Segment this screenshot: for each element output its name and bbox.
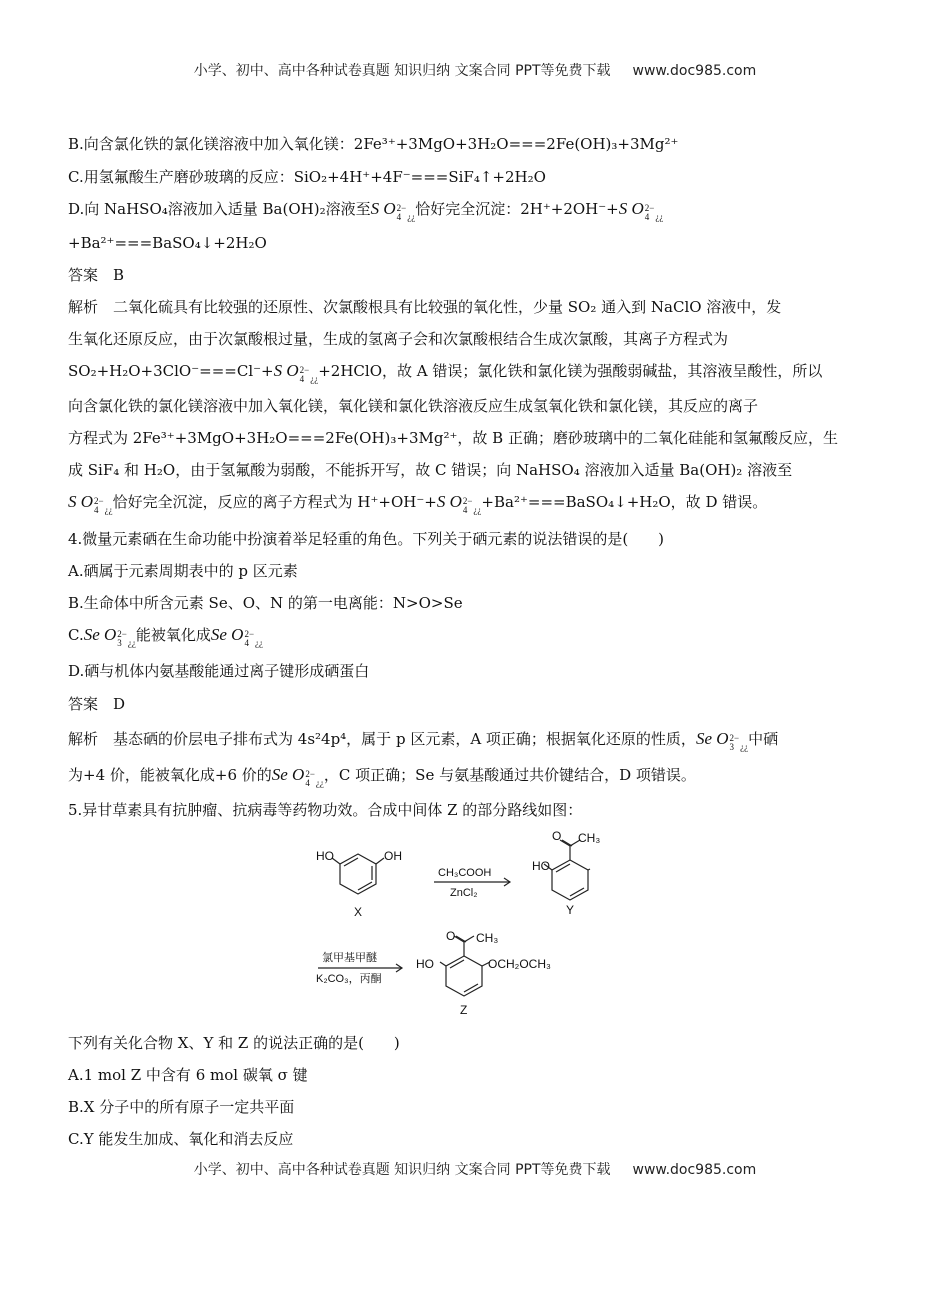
z-o: O: [446, 929, 456, 943]
y-ch3: CH₃: [578, 831, 601, 845]
x-ho: HO: [316, 849, 334, 863]
y-ho: HO: [532, 859, 550, 873]
q3-explanation-line: 向含氯化铁的氯化镁溶液中加入氧化镁，氧化镁和氯化铁溶液反应生成氢氧化铁和氯化镁，其反应的离子: [68, 397, 759, 415]
y-label: Y: [566, 903, 575, 917]
q5-question: 下列有关化合物 X、Y 和 Z 的说法正确的是( ): [68, 1034, 400, 1052]
selenate-ion: Se O 2− 4 ¿¿: [271, 765, 324, 788]
q3-explanation-line: 解析 二氧化硫具有比较强的还原性、次氯酸根具有比较强的氧化性，少量 SO₂ 通入到 NaClO 溶液中，发: [68, 298, 782, 316]
sulfate-ion: S O 2− 4 ¿¿: [68, 492, 113, 515]
q3-option-d-cont: +Ba²⁺===BaSO₄↓+2H₂O: [68, 234, 267, 252]
sulfate-ion: S O 2− 4 ¿¿: [436, 492, 482, 515]
z-och2och3: OCH₂OCH₃: [488, 957, 551, 971]
selenate-ion: Se O 2− 4 ¿¿: [210, 625, 264, 648]
reagent2-bottom: K₂CO₃，丙酮: [316, 973, 382, 985]
q4-option-a: A.硒属于元素周期表中的 p 区元素: [68, 562, 298, 580]
q4-answer: 答案 D: [68, 695, 126, 713]
z-ho: HO: [416, 957, 434, 971]
header-url[interactable]: www.doc985.com: [632, 63, 757, 79]
reagent1-top: CH₃COOH: [438, 867, 492, 879]
compound-z-ring: [446, 956, 482, 996]
footer-text: 小学、初中、高中各种试卷真题 知识归纳 文案合同 PPT等免费下载: [193, 1162, 611, 1178]
q4-explanation-line: 解析 基态硒的价层电子排布式为 4s²4p⁴，属于 p 区元素，A 项正确；根据氧化还原的性质，Se O 2− 3 ¿¿中硒: [68, 729, 779, 752]
q3-explanation-line: S O 2− 4 ¿¿恰好完全沉淀，反应的离子方程式为 H⁺+OH⁻+S O 2− 4 ¿¿+Ba²⁺===BaSO₄↓+H₂O，故 D 错误。: [68, 492, 768, 515]
q5-stem: 5.异甘草素具有抗肿瘤、抗病毒等药物功效。合成中间体 Z 的部分路线如图：: [68, 801, 583, 819]
q4-option-d: D.硒与机体内氨基酸能通过离子键形成硒蛋白: [68, 662, 370, 680]
q3-explanation-line: 生氧化还原反应，由于次氯酸根过量，生成的氢离子会和次氯酸根结合生成次氯酸，其离子方程式为: [68, 330, 729, 348]
q3-option-c: C.用氢氟酸生产磨砂玻璃的反应：SiO₂+4H⁺+4F⁻===SiF₄↑+2H₂O: [68, 168, 546, 186]
y-o: O: [552, 829, 562, 843]
q4-explanation-line: 为+4 价，能被氧化成+6 价的Se O 2− 4 ¿¿，C 项正确；Se 与氨基酸通过共价键结合，D 项错误。: [68, 765, 696, 788]
sulfate-ion: S O 2− 4 ¿¿: [273, 361, 319, 384]
z-ch3: CH₃: [476, 931, 499, 945]
q5-option-c: C.Y 能发生加成、氧化和消去反应: [68, 1130, 294, 1148]
sulfate-ion: S O 2− 4 ¿¿: [618, 199, 664, 222]
x-label: X: [354, 905, 363, 919]
page-footer: [0, 1159, 950, 1179]
q3-option-d: D.向 NaHSO₄溶液加入适量 Ba(OH)₂溶液至S O 2− 4 ¿¿恰好完全沉淀：2H⁺+2OH⁻+S O 2− 4 ¿¿: [68, 199, 664, 222]
sulfate-ion: S O 2− 4 ¿¿: [370, 199, 416, 222]
compound-y-ring: [552, 860, 588, 900]
selenite-ion: Se O 2− 3 ¿¿: [83, 625, 136, 648]
q5-option-b: B.X 分子中的所有原子一定共平面: [68, 1098, 295, 1116]
q3-option-b: B.向含氯化铁的氯化镁溶液中加入氧化镁：2Fe³⁺+3MgO+3H₂O===2Fe(OH)₃+3Mg²⁺: [68, 135, 679, 153]
footer-url[interactable]: www.doc985.com: [632, 1162, 757, 1178]
q4-option-b: B.生命体中所含元素 Se、O、N 的第一电离能：N>O>Se: [68, 594, 463, 612]
page-header: [0, 60, 950, 80]
q3-explanation-line: SO₂+H₂O+3ClO⁻===Cl⁻+S O 2− 4 ¿¿+2HClO，故 A 错误；氯化铁和氯化镁为强酸弱碱盐，其溶液呈酸性，所以: [68, 361, 823, 384]
reagent2-top: 氯甲基甲醚: [322, 952, 377, 964]
q3-explanation-line: 方程式为 2Fe³⁺+3MgO+3H₂O===2Fe(OH)₃+3Mg²⁺，故 B 正确；磨砂玻璃中的二氧化硅能和氢氟酸反应，生: [68, 429, 838, 447]
reagent1-bottom: ZnCl₂: [450, 887, 478, 899]
q4-option-c: C.Se O 2− 3 ¿¿能被氧化成Se O 2− 4 ¿¿: [68, 625, 264, 648]
compound-x-ring: [340, 854, 376, 894]
x-oh: OH: [384, 849, 402, 863]
header-text: 小学、初中、高中各种试卷真题 知识归纳 文案合同 PPT等免费下载: [193, 63, 611, 79]
z-label: Z: [460, 1003, 468, 1017]
synthesis-scheme: [300, 828, 601, 1020]
q5-option-a: A.1 mol Z 中含有 6 mol 碳氧 σ 键: [68, 1066, 308, 1084]
selenite-ion: Se O 2− 3 ¿¿: [695, 729, 749, 752]
q4-stem: 4.微量元素硒在生命功能中扮演着举足轻重的角色。下列关于硒元素的说法错误的是( ): [68, 530, 665, 548]
q3-explanation-line: 成 SiF₄ 和 H₂O，由于氢氟酸为弱酸，不能拆开写，故 C 错误；向 NaHSO₄ 溶液加入适量 Ba(OH)₂ 溶液至: [68, 461, 793, 479]
q3-answer: 答案 B: [68, 266, 125, 284]
